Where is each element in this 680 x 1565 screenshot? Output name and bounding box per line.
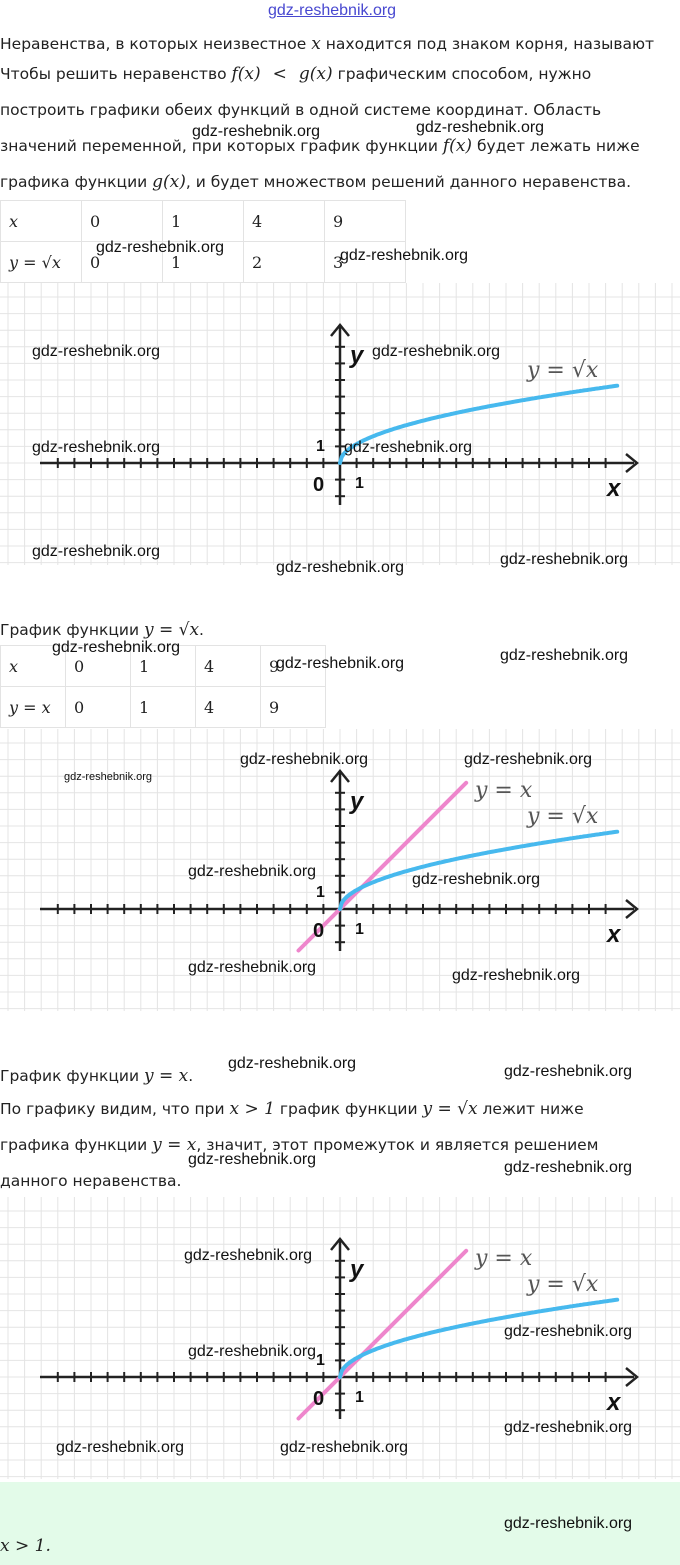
table-cell: 1 <box>163 201 244 242</box>
table-cell: x <box>1 646 66 687</box>
table-cell: y = √x <box>1 242 82 283</box>
table-cell: 0 <box>66 646 131 687</box>
watermark: gdz-reshebnik.org <box>184 1247 313 1264</box>
table-cell: 4 <box>196 687 261 728</box>
caption-sqrt <box>0 620 204 640</box>
watermark: gdz-reshebnik.org <box>32 543 161 560</box>
x-one-label: 1 <box>355 1389 364 1406</box>
watermark: gdz-reshebnik.org <box>344 439 473 456</box>
answer-text: x > 1. <box>0 1536 51 1556</box>
watermark: gdz-reshebnik.org <box>96 239 225 256</box>
watermark: gdz-reshebnik.org <box>188 959 317 976</box>
watermark: gdz-reshebnik.org <box>500 647 629 664</box>
text: По графику видим, что при <box>0 1100 230 1118</box>
watermark: gdz-reshebnik.org <box>280 1439 409 1456</box>
text: график функции <box>274 1100 423 1118</box>
sqrt-curve-label: y = √x <box>527 358 599 383</box>
table-cell: 4 <box>244 201 325 242</box>
watermark: gdz-reshebnik.org <box>188 1343 317 1360</box>
text: будет лежать ниже <box>472 137 640 155</box>
text: графическим способом, нужно <box>332 65 592 83</box>
table-cell: 1 <box>131 687 196 728</box>
table-cell: 2 <box>244 242 325 283</box>
text: График функции <box>0 621 144 639</box>
watermark: gdz-reshebnik.org <box>504 1063 633 1080</box>
table-cell: x <box>1 201 82 242</box>
caption-linear <box>0 1066 193 1086</box>
paragraph-line <box>0 64 591 84</box>
text: . <box>199 621 204 639</box>
watermark: gdz-reshebnik.org <box>188 1151 317 1168</box>
sqrt-curve-label: y = √x <box>527 804 599 829</box>
watermark: gdz-reshebnik.org <box>372 343 501 360</box>
watermark: gdz-reshebnik.org <box>188 863 317 880</box>
paragraph-line <box>0 34 654 54</box>
watermark: gdz-reshebnik.org <box>504 1419 633 1436</box>
paragraph-line <box>0 1099 584 1119</box>
watermark: gdz-reshebnik.org <box>412 871 541 888</box>
table-cell: 1 <box>131 646 196 687</box>
math-eq: y = √x <box>422 1099 478 1119</box>
watermark-top-link[interactable]: gdz-reshebnik.org <box>268 2 397 19</box>
y-axis-label: y <box>350 788 364 815</box>
text: значений переменной, при которых график функции <box>0 137 443 155</box>
math-g: g(x) <box>152 172 186 192</box>
table-cell: 0 <box>66 687 131 728</box>
watermark: gdz-reshebnik.org <box>52 639 181 656</box>
math-g: g(x) <box>298 64 333 84</box>
y-one-label: 1 <box>316 438 325 455</box>
text: , и будет множеством решений данного неравенства. <box>185 173 632 191</box>
watermark: gdz-reshebnik.org <box>416 119 545 136</box>
origin-label: 0 <box>313 920 325 942</box>
y-axis-label: y <box>350 342 364 369</box>
table-cell: 4 <box>196 646 261 687</box>
table-cell: 0 <box>82 201 163 242</box>
watermark: gdz-reshebnik.org <box>340 247 469 264</box>
text: находится под знаком корня, называют <box>320 35 655 53</box>
line-label: y = x <box>475 1246 533 1271</box>
text: Неравенства, в которых неизвестное <box>0 35 312 53</box>
watermark: gdz-reshebnik.org <box>64 771 153 783</box>
line-label: y = x <box>475 778 533 803</box>
x-one-label: 1 <box>355 921 364 938</box>
watermark: gdz-reshebnik.org <box>192 123 321 140</box>
watermark: gdz-reshebnik.org <box>56 1439 185 1456</box>
table-cell: 0 <box>82 242 163 283</box>
origin-label: 0 <box>313 1388 325 1410</box>
x-axis-label: x <box>607 475 621 502</box>
math-eq: y = √x <box>143 620 200 640</box>
watermark: gdz-reshebnik.org <box>32 343 161 360</box>
watermark: gdz-reshebnik.org <box>276 559 405 576</box>
watermark: gdz-reshebnik.org <box>228 1055 357 1072</box>
math-f: f(x) <box>442 136 473 156</box>
watermark: gdz-reshebnik.org <box>504 1515 633 1532</box>
watermark: gdz-reshebnik.org <box>500 551 629 568</box>
text: лежит ниже <box>477 1100 584 1118</box>
table-cell: 3 <box>325 242 406 283</box>
watermark: gdz-reshebnik.org <box>32 439 161 456</box>
watermark: gdz-reshebnik.org <box>276 655 405 672</box>
math-lt: < <box>272 64 287 84</box>
text: графика функции <box>0 173 153 191</box>
watermark: gdz-reshebnik.org <box>240 751 369 768</box>
axes <box>40 771 637 951</box>
text: График функции <box>0 1067 144 1085</box>
text: . <box>188 1067 194 1085</box>
watermark: gdz-reshebnik.org <box>504 1159 633 1176</box>
table-cell: y = x <box>1 687 66 728</box>
text: графика функции <box>0 1136 153 1154</box>
table-cell: 9 <box>261 687 326 728</box>
table-cell: 9 <box>325 201 406 242</box>
watermark: gdz-reshebnik.org <box>504 1323 633 1340</box>
math-var: x <box>311 34 321 54</box>
paragraph-line: построить графики обеих функций в одной системе координат. Область <box>0 101 602 119</box>
y-one-label: 1 <box>316 884 325 901</box>
math-condition: x > 1 <box>229 1099 275 1119</box>
text: , значит, этот промежуток и является решением <box>196 1136 599 1154</box>
x-axis-label: x <box>607 1389 621 1416</box>
x-axis-label: x <box>607 921 621 948</box>
text: Чтобы решить неравенство <box>0 65 232 83</box>
x-one-label: 1 <box>355 475 364 492</box>
table-cell: 9 <box>261 646 326 687</box>
graph-sqrt <box>0 283 680 565</box>
watermark: gdz-reshebnik.org <box>452 967 581 984</box>
table-row <box>1 201 406 242</box>
paragraph-line <box>0 172 631 192</box>
y-one-label: 1 <box>316 1352 325 1369</box>
y-axis-label: y <box>350 1256 364 1283</box>
paragraph-line: данного неравенства. <box>0 1172 182 1190</box>
math-eq: y = x <box>143 1066 189 1086</box>
math-eq: y = x <box>152 1135 197 1155</box>
math-f: f(x) <box>231 64 261 84</box>
watermark: gdz-reshebnik.org <box>464 751 593 768</box>
sqrt-curve-label: y = √x <box>527 1272 599 1297</box>
table-cell: 1 <box>163 242 244 283</box>
table-row <box>1 687 326 728</box>
origin-label: 0 <box>313 474 325 496</box>
